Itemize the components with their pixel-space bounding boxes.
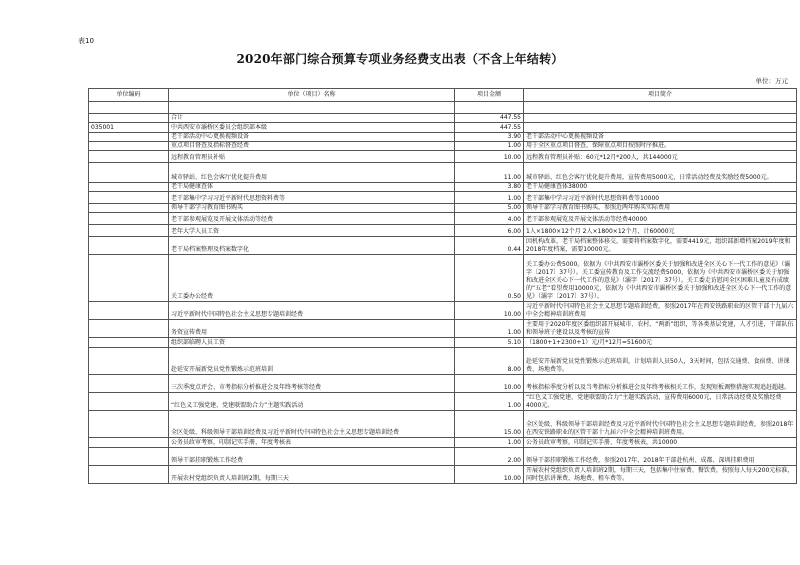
cell-code [89, 338, 169, 348]
cell-name: 中共西安市灞桥区委员会组织部本级 [169, 123, 455, 133]
cell-desc: 开展农村党组织负责人培训班2期，每期三天，包括集中住宿费、餐饮费，按照每人每天200元标准，同时包括讲课费、场地费、租车费等。 [524, 466, 797, 484]
table-row [89, 204, 797, 213]
cell-amount: 8.00 [455, 348, 524, 375]
table-row [89, 133, 797, 142]
cell-amount: 0.50 [455, 255, 524, 302]
cell-name: 习近平新时代中国特色社会主义思想专题培训经费 [169, 302, 455, 320]
cell-code [89, 393, 169, 411]
table-header-row [89, 89, 797, 102]
table-row [89, 438, 797, 448]
table-body [89, 102, 797, 484]
cell-name: 关工委办公经费 [169, 255, 455, 302]
cell-code [89, 225, 169, 237]
cell-amount: 10.00 [455, 151, 524, 163]
cell-name: 城市驿站、红色会客厅优化提升费用 [169, 163, 455, 183]
cell-code: 035001 [89, 123, 169, 133]
cell-name: 老干部参观展览及开展文体活动等经费 [169, 213, 455, 225]
cell-desc [524, 123, 797, 133]
cell-amount: 447.55 [455, 123, 524, 133]
cell-name: 老年大学人员工资 [169, 225, 455, 237]
table-row [89, 237, 797, 255]
cell-desc: 全区处级、科级领导干部培训经费及习近平新时代中国特色社会主义思想专题培训经费，参照2018年在西安铁路职业的区管干部十九届六中全会精神培训班费用。 [524, 411, 797, 438]
cell-desc: 领导干部学习教育图书购买，参照近两年购买实际费用 [524, 204, 797, 213]
cell-amount: 10.00 [455, 302, 524, 320]
table-row [89, 302, 797, 320]
cell-code [89, 438, 169, 448]
table-row [89, 123, 797, 133]
cell-name: 务资宣传费用 [169, 320, 455, 338]
cell-amount: 10.00 [455, 375, 524, 393]
cell-code [89, 163, 169, 183]
cell-name: 老干局档案整理及档案数字化 [169, 237, 455, 255]
cell-amount: 3.80 [455, 183, 524, 192]
table-row [89, 213, 797, 225]
cell-amount: 1.00 [455, 320, 524, 338]
cell-amount: 1.00 [455, 438, 524, 448]
table-row [89, 183, 797, 192]
cell-amount: 1.00 [455, 192, 524, 204]
table-row [89, 338, 797, 348]
unit-label: 单位：万元 [755, 77, 788, 85]
cell-code [89, 348, 169, 375]
cell-code [89, 102, 169, 114]
table-row [89, 466, 797, 484]
cell-name: 三次季度点评会、市考指标分析推进会及年终考核等经费 [169, 375, 455, 393]
cell-name: 老干部活动中心更换视频设备 [169, 133, 455, 142]
cell-desc: 赴延安开展新党员党性锻炼示范班培训，计划培训人员50人，3天时间，包括交通费、食宿费、讲课费、场地费等。 [524, 348, 797, 375]
table-row [89, 225, 797, 237]
column-header-desc: 项目简介 [524, 89, 797, 102]
table-row [89, 192, 797, 204]
table-row [89, 448, 797, 466]
table-row [89, 163, 797, 183]
cell-name: 重点项目督查及指标督查经费 [169, 142, 455, 151]
cell-name: 老干局健康查体 [169, 183, 455, 192]
cell-desc: 考核指标季度分析以及当考指标分析推进会及年终考核相关工作，发现短板调整措施实现追赶超越。 [524, 375, 797, 393]
cell-code [89, 204, 169, 213]
cell-name: 公务员政审考察，印制记实手册、年度考核表 [169, 438, 455, 448]
cell-desc: 1人×1800×12个月 2人×1800×12个月，计60000元 [524, 225, 797, 237]
cell-code [89, 114, 169, 123]
table-row [89, 114, 797, 123]
cell-name: 开展农村党组织负责人培训班2期，每期三天 [169, 466, 455, 484]
table-row [89, 411, 797, 438]
cell-amount: 447.55 [455, 114, 524, 123]
cell-amount: 10.00 [455, 466, 524, 484]
cell-amount: 3.90 [455, 133, 524, 142]
cell-amount: 1.00 [455, 142, 524, 151]
cell-amount: 5.00 [455, 204, 524, 213]
table-row [89, 151, 797, 163]
cell-name: 老干部集中学习习近平新时代思想资料费等 [169, 192, 455, 204]
page-title: 2020年部门综合预算专项业务经费支出表（不含上年结转） [236, 52, 564, 66]
table-row [89, 375, 797, 393]
cell-amount: 0.44 [455, 237, 524, 255]
cell-amount [455, 102, 524, 114]
cell-amount: 5.10 [455, 338, 524, 348]
cell-desc: （1800+1+2300+1）元/月*12月=51600元 [524, 338, 797, 348]
cell-name: 领导干部挂职锻炼工作经费 [169, 448, 455, 466]
cell-name [169, 102, 455, 114]
cell-name: 领导干部学习教育图书购买 [169, 204, 455, 213]
table-row [89, 102, 797, 114]
cell-desc: 领导干部挂职锻炼工作经费，参照2017年、2018年干部赴杭州、成都、深圳挂职费用 [524, 448, 797, 466]
cell-code [89, 320, 169, 338]
budget-table [88, 88, 797, 484]
column-header-name: 单位（项目）名称 [169, 89, 455, 102]
cell-code [89, 237, 169, 255]
cell-code [89, 255, 169, 302]
cell-desc: 老干部活动中心更换视频设备 [524, 133, 797, 142]
column-header-code: 单位编码 [89, 89, 169, 102]
cell-code [89, 183, 169, 192]
table-row [89, 255, 797, 302]
cell-amount: 1.00 [455, 393, 524, 411]
cell-amount: 15.00 [455, 411, 524, 438]
cell-desc: 关工委办公费5000。依据为《中共西安市灞桥区委关于加强和改进全区关心下一代工作的意见》（灞字〔2017〕37号）。关工委宣传教育及工作交流经费5000，依据为《中共西安市灞桥区委关于加强和改进全区关心下一代工作的意见》（灞字〔2017〕37号）。关工委走访慰问全区困难儿童及有成绩的“五老”看望费用10000元，依据为《中共西安市灞桥区委关于加强和改进全区关心下一代工作的意见》（灞字〔2017〕37号）。 [524, 255, 797, 302]
table-row [89, 393, 797, 411]
cell-amount: 6.00 [455, 225, 524, 237]
table-number: 表10 [78, 37, 94, 45]
cell-name: 远程教育管理员补贴 [169, 151, 455, 163]
cell-desc [524, 114, 797, 123]
cell-desc: 城市驿站、红色会客厅优化提升费用，宣传费用5000元，日常活动经费及奖励经费5000元。 [524, 163, 797, 183]
cell-desc: 用于全区重点项目督查，保障重点项目按照时序推进。 [524, 142, 797, 151]
cell-desc [524, 102, 797, 114]
cell-desc: 老干局健康查体38000 [524, 183, 797, 192]
cell-code [89, 375, 169, 393]
cell-code [89, 151, 169, 163]
cell-name: 合计 [169, 114, 455, 123]
table-row [89, 320, 797, 338]
cell-code [89, 448, 169, 466]
cell-desc: 远程教育管理员补贴：60元*12月*200人，共144000元 [524, 151, 797, 163]
cell-desc: 习近平新时代中国特色社会主义思想专题培训经费，参照2017年在西安铁路职业的区管干部十九届六中全会精神培训班费用 [524, 302, 797, 320]
cell-desc: 老干部集中学习习近平新时代思想资料费等10000 [524, 192, 797, 204]
cell-code [89, 466, 169, 484]
cell-code [89, 192, 169, 204]
cell-name: “红色义工强党建，党建联盟助合力”主题实践活动 [169, 393, 455, 411]
cell-code [89, 133, 169, 142]
cell-amount: 2.00 [455, 448, 524, 466]
table-row [89, 142, 797, 151]
cell-desc: 老干部参观展览及开展文体活动等经费40000 [524, 213, 797, 225]
cell-desc: 因机构改革，老干局档案整体移交，需要将档案数字化，需要4419元，组织部新增档案2019年度和2018年度档案，需要10000元。 [524, 237, 797, 255]
cell-desc: 主要用于2020年度区委组织部开展城市、农村、“两新”组织，等各类基层党建，人才引进，干部队伍和领导班子建设以及考核的宣传 [524, 320, 797, 338]
cell-code [89, 302, 169, 320]
cell-amount: 11.00 [455, 163, 524, 183]
table-row [89, 348, 797, 375]
cell-code [89, 142, 169, 151]
column-header-amount: 项目金额 [455, 89, 524, 102]
cell-code [89, 411, 169, 438]
cell-desc: 公务员政审考察，印制记实手册、年度考核表，共10000 [524, 438, 797, 448]
cell-code [89, 213, 169, 225]
cell-desc: “红色义工强党建，党建联盟助合力”主题实践活动，宣传费用6000元，日常活动经费及奖励经费4000元。 [524, 393, 797, 411]
cell-name: 组织部临聘人员工资 [169, 338, 455, 348]
cell-amount: 4.00 [455, 213, 524, 225]
cell-name: 赴延安开展新党员党性锻炼示范班培训 [169, 348, 455, 375]
cell-name: 全区处级、科级领导干部培训经费及习近平新时代中国特色社会主义思想专题培训经费 [169, 411, 455, 438]
